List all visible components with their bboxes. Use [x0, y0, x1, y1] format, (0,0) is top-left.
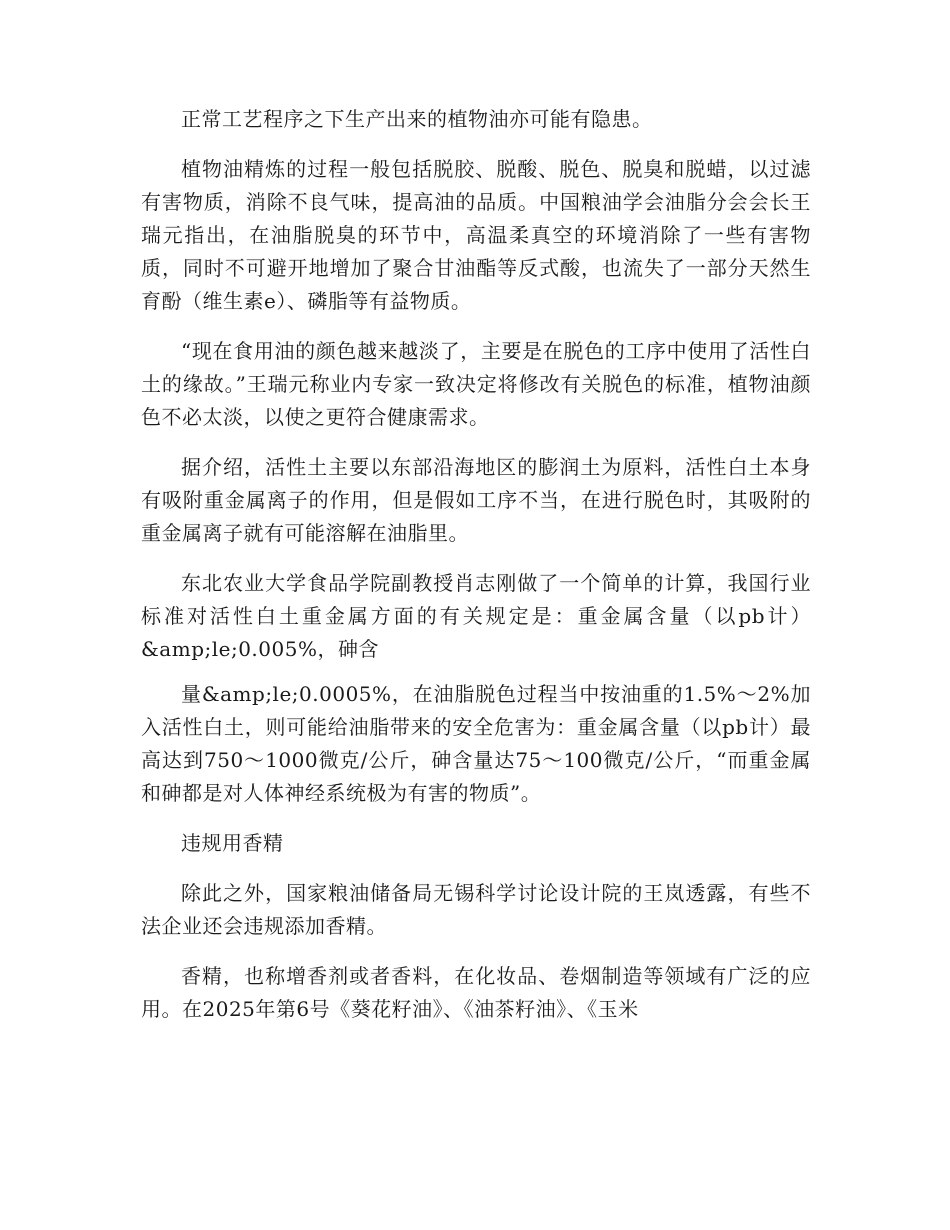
paragraph-1: 正常工艺程序之下生产出来的植物油亦可能有隐患。	[181, 107, 653, 131]
paragraph-5: 东北农业大学食品学院副教授肖志刚做了一个简单的计算，我国行业标准对活性白土重金属方面的有关规定是：重金属含量（以pb计）&amp;le;0.005%，砷含	[141, 571, 811, 661]
paragraph-7: 除此之外，国家粮油储备局无锡科学讨论设计院的王岚透露，有些不法企业还会违规添加香精。	[141, 881, 811, 938]
paragraph-3: “现在食用油的颜色越来越淡了，主要是在脱色的工序中使用了活性白土的缘故。”王瑞元称业内专家一致决定将修改有关脱色的标准，植物油颜色不必太淡，以使之更符合健康需求。	[141, 339, 811, 429]
document-body	[141, 103, 811, 1043]
paragraph-6: 量&amp;le;0.0005%，在油脂脱色过程当中按油重的1.5%～2%加入活性白土，则可能给油脂带来的安全危害为：重金属含量（以pb计）最高达到750～1000微克/公斤，砷含量达75～100微克/公斤，“而重金属和砷都是对人体神经系统极为有害的物质”。	[141, 682, 811, 805]
section-heading: 违规用香精	[181, 831, 284, 855]
paragraph-2: 植物油精炼的过程一般包括脱胶、脱酸、脱色、脱臭和脱蜡，以过滤有害物质，消除不良气味，提高油的品质。中国粮油学会油脂分会会长王瑞元指出，在油脂脱臭的环节中，高温柔真空的环境消除了一些有害物质，同时不可避开地增加了聚合甘油酯等反式酸，也流失了一部分天然生育酚（维生素e）、磷脂等有益物质。	[141, 157, 811, 313]
paragraph-4: 据介绍，活性土主要以东部沿海地区的膨润土为原料，活性白土本身有吸附重金属离子的作用，但是假如工序不当，在进行脱色时，其吸附的重金属离子就有可能溶解在油脂里。	[141, 455, 811, 545]
paragraph-8: 香精，也称增香剂或者香料，在化妆品、卷烟制造等领域有广泛的应用。在2025年第6号《葵花籽油》、《油茶籽油》、《玉米	[141, 964, 811, 1021]
